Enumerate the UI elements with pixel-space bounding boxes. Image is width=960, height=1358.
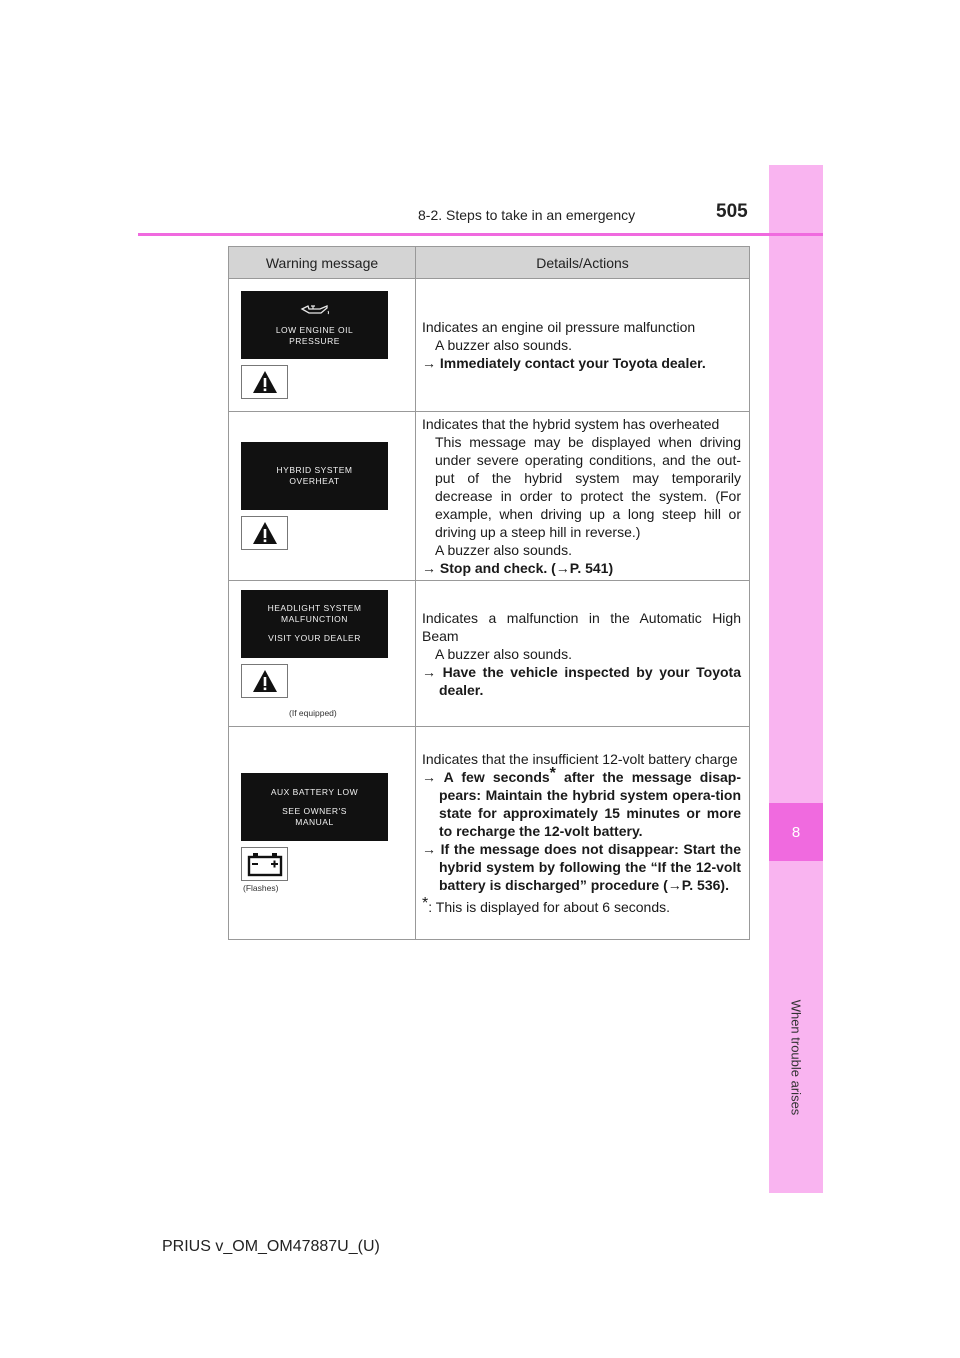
if-equipped-note: (If equipped) (289, 707, 337, 718)
footnote-mark: * (549, 765, 556, 783)
detail-action: → Immediately contact your Toyota dealer. (422, 355, 706, 371)
table-header-row (229, 247, 750, 279)
flashes-note: (Flashes) (243, 883, 279, 893)
detail-action: → Have the vehicle inspected by your Toyota dealer. (422, 663, 742, 698)
screen-line: MANUAL (295, 816, 334, 827)
screen-line: HEADLIGHT SYSTEM (267, 603, 362, 613)
detail-lead: Indicates an engine oil pressure malfunction (422, 319, 696, 335)
table-row (229, 727, 750, 940)
screen-line: LOW ENGINE OIL (275, 325, 354, 335)
section-title: 8-2. Steps to take in an emergency (418, 207, 636, 223)
detail-sub: A buzzer also sounds. (435, 337, 572, 353)
detail-sub: This message may be displayed when driving under severe operating conditions, and the out-put of the hybrid system may temporarily decrease in order to protect the system. (For example, when driving up a long steep hill or driving up a steep hill in reverse.) (435, 434, 741, 540)
display-screen (241, 291, 388, 359)
chapter-side-tab (769, 165, 823, 1193)
header-rule (138, 233, 823, 236)
screen-line: MALFUNCTION (281, 614, 348, 624)
detail-sub: A buzzer also sounds. (435, 645, 572, 662)
warning-message-table (228, 246, 750, 940)
display-screen (241, 442, 388, 510)
detail-sub: A buzzer also sounds. (435, 542, 572, 558)
display-screen (241, 590, 388, 658)
screen-line: OVERHEAT (289, 476, 340, 486)
detail-action: → Stop and check. (→P. 541) (422, 560, 614, 576)
table-row (229, 412, 750, 581)
screen-line: AUX BATTERY LOW (270, 786, 359, 797)
screen-line: VISIT YOUR DEALER (268, 633, 361, 643)
chapter-title: When trouble arises (788, 999, 804, 1116)
warning-triangle-icon (241, 365, 288, 399)
footnote: *: This is displayed for about 6 seconds. (422, 895, 671, 915)
detail-action: → A few seconds* after the message disap-pears: Maintain the hybrid system opera-tion state for approximately 15 minutes or more to recharge the 12-volt battery. (422, 765, 742, 839)
document-code: PRIUS v_OM_OM47887U_(U) (162, 1238, 380, 1255)
screen-line: SEE OWNER'S (282, 805, 347, 816)
detail-lead: Indicates that the hybrid system has overheated (422, 416, 720, 432)
page-number: 505 (716, 201, 748, 222)
col-details-actions: Details/Actions (416, 247, 750, 279)
chapter-number: 8 (769, 803, 823, 861)
screen-line: PRESSURE (289, 336, 340, 346)
battery-icon (241, 847, 288, 881)
detail-lead: Indicates a malfunction in the Automatic High Beam (422, 609, 741, 644)
display-screen (241, 773, 388, 841)
col-warning-message: Warning message (229, 247, 416, 279)
warning-triangle-icon (241, 664, 288, 698)
screen-line: HYBRID SYSTEM (276, 465, 353, 475)
table-row (229, 581, 750, 727)
detail-lead: Indicates that the insufficient 12-volt battery charge (422, 751, 738, 767)
detail-action: → If the message does not disappear: Start the hybrid system by following the “If the 12-volt battery is discharged” procedure (→P. 536). (422, 841, 741, 893)
oil-can-icon (300, 303, 330, 317)
table-row (229, 279, 750, 412)
warning-triangle-icon (241, 516, 288, 550)
